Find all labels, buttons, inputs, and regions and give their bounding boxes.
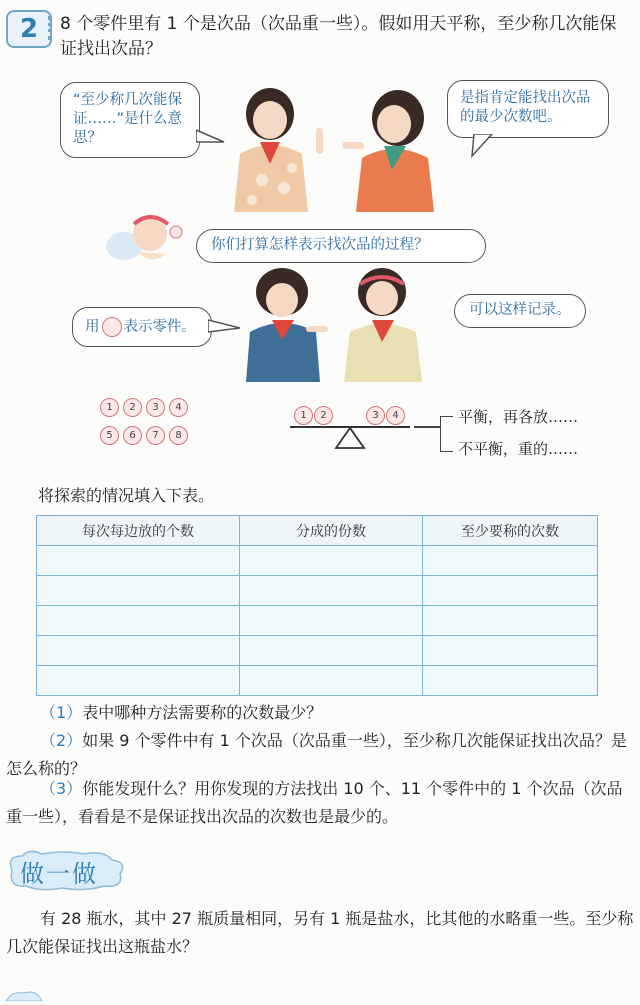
speech-bubble-tail: [470, 134, 500, 162]
table-cell[interactable]: [37, 576, 240, 606]
cloud-fragment: [2, 989, 46, 1001]
problem-number-badge: 2: [6, 10, 52, 48]
illustration-girls-top: [222, 84, 452, 214]
bubble-tail-shape: [196, 128, 226, 148]
part-circle: 8: [169, 426, 188, 445]
question-1-text: 表中哪种方法需要称的次数最少？: [82, 703, 323, 722]
right-pan-part: 3: [366, 406, 385, 425]
outcome-bracket: [440, 416, 453, 452]
table-row: [37, 666, 598, 696]
table-cell[interactable]: [37, 666, 240, 696]
part-circle: 1: [100, 398, 119, 417]
table-intro: 将探索的情况填入下表。: [38, 486, 215, 505]
table-row: [37, 636, 598, 666]
question-1-number: （1）: [40, 703, 83, 722]
bubble-tail-shape: [470, 134, 500, 158]
bubble-tail-shape: [208, 318, 242, 338]
table-cell[interactable]: [37, 546, 240, 576]
part-circle: 2: [123, 398, 142, 417]
question-3: [6, 775, 632, 831]
speech-bubble-tail: [196, 128, 226, 152]
question-3-number: （3）: [40, 779, 83, 798]
speech-bubble-represent: [72, 307, 212, 347]
table-cell[interactable]: [423, 666, 598, 696]
table-cell[interactable]: [423, 576, 598, 606]
zuoyizuo-text: 有 28 瓶水，其中 27 瓶质量相同，另有 1 瓶是盐水，比其他的水略重一些。至少称几次能保证找出这瓶盐水？: [6, 909, 634, 956]
outcome-unbalanced: 不平衡，重的……: [458, 440, 579, 458]
balance-scale-icon: [288, 400, 418, 452]
speech-bubble-question: 你们打算怎样表示找次品的过程？: [196, 229, 486, 263]
table-cell[interactable]: [240, 636, 423, 666]
question-2-number: （2）: [40, 731, 83, 750]
angel-drawing: [102, 210, 184, 270]
table-cell[interactable]: [423, 636, 598, 666]
speech-bubble-record: 可以这样记录。: [454, 294, 586, 328]
zuoyizuo-label: [4, 848, 128, 892]
table-header: 分成的份数: [240, 516, 423, 546]
question-3-text: 你能发现什么？用你发现的方法找出 10 个、11 个零件中的 1 个次品（次品重一些），看看是不是保证找出次品的次数也是最少的。: [6, 779, 623, 826]
left-pan-part: 1: [294, 406, 313, 425]
right-pan-part: 4: [386, 406, 405, 425]
table-cell[interactable]: [240, 576, 423, 606]
outcome-connector: [414, 426, 440, 428]
table-row: [37, 576, 598, 606]
balance-diagram: [288, 400, 418, 452]
speech-bubble-tail: [208, 318, 242, 342]
badge-divider: [48, 16, 55, 40]
table-cell[interactable]: [240, 666, 423, 696]
girls-top-drawing: [222, 84, 452, 214]
illustration-angel: [102, 210, 184, 270]
table-header: 每次每边放的个数: [37, 516, 240, 546]
exploration-table: [36, 515, 598, 696]
zuoyizuo-title: 做一做: [20, 860, 98, 888]
problem-text: 8 个零件里有 1 个是次品（次品重一些）。假如用天平称，至少称几次能保证找出次品？: [60, 14, 617, 59]
question-1: [40, 699, 630, 727]
table-cell[interactable]: [37, 606, 240, 636]
table-header: 至少要称的次数: [423, 516, 598, 546]
parts-group: [100, 398, 194, 444]
girls-middle-drawing: [246, 266, 438, 382]
question-2-text: 如果 9 个零件中有 1 个次品（次品重一些），至少称几次能保证找出次品？是怎么称的？: [6, 731, 627, 778]
next-section-cloud-icon: [2, 986, 46, 998]
part-circle: 5: [100, 426, 119, 445]
part-circle: 6: [123, 426, 142, 445]
table-row: [37, 606, 598, 636]
table-cell[interactable]: [240, 546, 423, 576]
table-header-row: [37, 516, 598, 546]
illustration-girls-middle: [246, 266, 438, 382]
left-pan-part: 2: [314, 406, 333, 425]
table-cell[interactable]: [240, 606, 423, 636]
part-circle: 7: [146, 426, 165, 445]
bubble-4-suffix: 表示零件。: [123, 319, 196, 335]
part-circle: 4: [169, 398, 188, 417]
part-circle-icon: [102, 317, 122, 337]
speech-bubble-meaning: “至少称几次能保证……”是什么意思？: [60, 82, 200, 158]
table-row: [37, 546, 598, 576]
outcome-balanced: 平衡，再各放……: [458, 408, 579, 426]
table-cell[interactable]: [37, 636, 240, 666]
bubble-4-prefix: 用: [85, 319, 100, 335]
table-cell[interactable]: [423, 606, 598, 636]
table-cell[interactable]: [423, 546, 598, 576]
part-circle: 3: [146, 398, 165, 417]
speech-bubble-definition: 是指肯定能找出次品的最少次数吧。: [447, 80, 609, 138]
